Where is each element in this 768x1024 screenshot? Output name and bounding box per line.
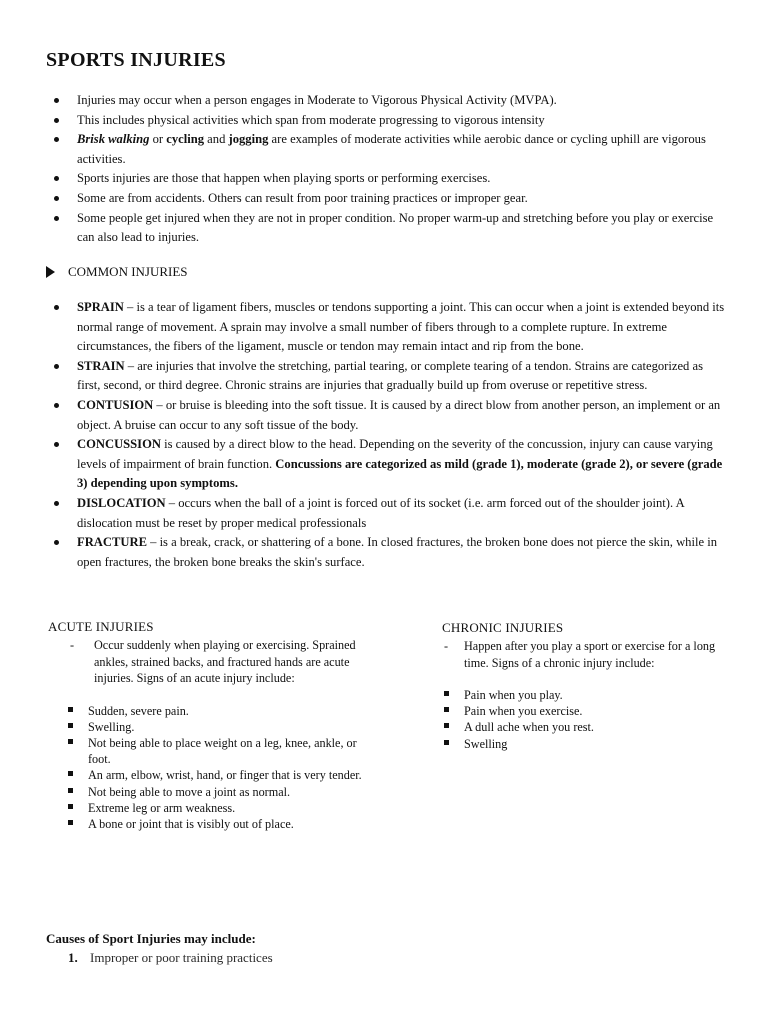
section-heading-text: COMMON INJURIES — [68, 264, 188, 279]
list-item: Some are from accidents. Others can result from poor training practices or improper gear. — [46, 189, 726, 209]
list-item-text: are examples of moderate activities while aerobic dance or cycling uphill are vigorous activities. — [77, 132, 706, 166]
acute-description-text: Occur suddenly when playing or exercising. Sprained ankles, strained backs, and fractured hands are acute injuries. Signs of an acute injury include: — [94, 638, 356, 685]
list-item: Injuries may occur when a person engages in Moderate to Vigorous Physical Activity (MVPA). — [46, 91, 726, 111]
list-item: Some people get injured when they are not in proper condition. No proper warm-up and stretching before you play or exercise can also lead to injuries. — [46, 209, 726, 248]
common-injuries-heading — [46, 264, 188, 280]
acute-injuries-title: ACUTE INJURIES — [48, 619, 154, 634]
list-item: A bone or joint that is visibly out of place. — [48, 816, 368, 832]
injury-item-sprain — [46, 298, 726, 357]
cycling-term: cycling — [166, 132, 205, 147]
causes-heading: Causes of Sport Injuries may include: — [46, 931, 256, 946]
chronic-description — [442, 638, 722, 671]
injury-term: STRAIN — [77, 358, 125, 373]
injury-item-strain — [46, 357, 726, 396]
arrow-bullet-icon — [46, 266, 55, 278]
brisk-walking-term: Brisk walking — [77, 132, 150, 147]
list-item: An arm, elbow, wrist, hand, or finger that is very tender. — [48, 767, 368, 783]
list-item: Swelling — [442, 736, 722, 752]
injury-definition: – is a tear of ligament fibers, muscles or tendons supporting a joint. This can occur when a joint is extended beyond its normal range of movement. A sprain may involve a small number of fibers through to a complete rupture. In extreme circumstances, the fibers of the ligament, muscle or tendon may remain intact and rip from the bone. — [77, 300, 725, 354]
list-item: Not being able to move a joint as normal. — [48, 784, 368, 800]
chronic-injuries-column — [442, 620, 722, 752]
list-item: Sports injuries are those that happen when playing sports or performing exercises. — [46, 169, 726, 189]
list-item: Sudden, severe pain. — [48, 703, 368, 719]
jogging-term: jogging — [228, 132, 269, 147]
injury-term: FRACTURE — [77, 535, 147, 550]
list-item: Extreme leg or arm weakness. — [48, 800, 368, 816]
injury-term: SPRAIN — [77, 300, 124, 314]
list-item: This includes physical activities which span from moderate progressing to vigorous intensity — [46, 111, 726, 131]
page-title: SPORTS INJURIES — [46, 49, 226, 71]
injury-definition: – are injuries that involve the stretching, partial tearing, or complete tearing of a tendon. Strains are categorized as first, second, or third degree. Chronic strains are injuries that gradually build up from overuse or repetitive stress. — [77, 358, 703, 393]
injury-list — [46, 298, 726, 572]
injury-item-fracture — [46, 533, 726, 572]
injury-term: CONTUSION — [77, 397, 154, 412]
dash-marker: - — [444, 639, 449, 653]
list-item: A dull ache when you rest. — [442, 719, 722, 735]
chronic-injuries-title: CHRONIC INJURIES — [442, 620, 564, 635]
list-item: Not being able to place weight on a leg, knee, ankle, or foot. — [48, 735, 368, 767]
chronic-signs-list — [442, 687, 722, 752]
injury-item-dislocation — [46, 494, 726, 533]
dash-marker: - — [70, 638, 75, 652]
list-number: 1. — [68, 950, 78, 965]
injury-definition: – or bruise is bleeding into the soft tissue. It is caused by a direct blow from another person, an implement or an object. A bruise can occur to any soft tissue of the body. — [77, 397, 721, 432]
chronic-description-text: Happen after you play a sport or exercise for a long time. Signs of a chronic injury include: — [464, 639, 716, 670]
injury-definition: – is a break, crack, or shattering of a bone. In closed fractures, the broken bone does not pierce the skin, while in open fractures, the broken bone breaks the skin's surface. — [77, 535, 717, 569]
injury-item-concussion — [46, 435, 726, 494]
list-item: Pain when you exercise. — [442, 703, 722, 719]
connector-text: and — [204, 132, 229, 147]
injury-definition: is caused by a direct blow to the head. Depending on the severity of the concussion, injury can cause varying levels of impairment of brain function. — [77, 437, 713, 471]
cause-text: Improper or poor training practices — [90, 950, 273, 965]
list-item — [46, 130, 726, 169]
acute-signs-list — [48, 703, 368, 833]
injury-term: CONCUSSION — [77, 437, 161, 452]
list-item: Pain when you play. — [442, 687, 722, 703]
injury-definition: – occurs when the ball of a joint is forced out of its socket (i.e. arm forced out of the shoulder joint). A dislocation must be reset by proper medical professionals — [77, 495, 684, 530]
acute-description — [48, 637, 368, 687]
acute-injuries-column — [48, 619, 368, 832]
concussion-grades: Concussions are categorized as mild (grade 1), moderate (grade 2), or severe (grade 3) depending upon symptoms. — [77, 456, 723, 491]
intro-list — [46, 91, 726, 248]
injury-item-contusion — [46, 396, 726, 435]
connector-text: or — [149, 132, 167, 147]
list-item: Swelling. — [48, 719, 368, 735]
causes-list-item — [68, 950, 273, 966]
injury-term: DISLOCATION — [77, 495, 166, 510]
